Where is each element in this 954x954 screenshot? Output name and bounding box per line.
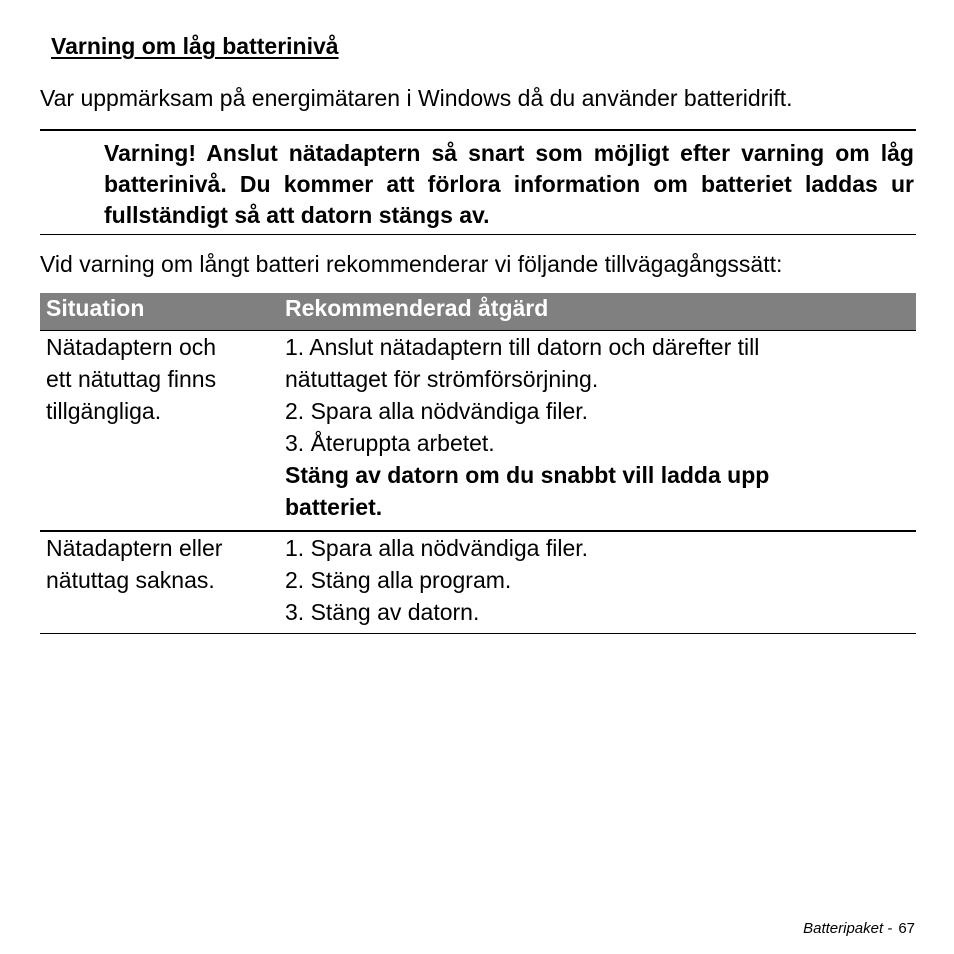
- table-header: [40, 293, 916, 331]
- table-row: [40, 331, 916, 532]
- table-row: [40, 532, 916, 634]
- warning-top-rule: [40, 129, 916, 131]
- action-note: Stäng av datorn om du snabbt vill ladda upp: [285, 462, 770, 488]
- situation-cell: [46, 532, 276, 596]
- section-heading: Varning om låg batterinivå: [51, 33, 339, 59]
- action-line: nätuttaget för strömförsörjning.: [285, 366, 599, 392]
- situation-line: nätuttag saknas.: [46, 567, 215, 593]
- situation-line: ett nätuttag finns: [46, 366, 217, 392]
- action-line: 1. Spara alla nödvändiga filer.: [285, 535, 589, 561]
- action-line: 3. Stäng av datorn.: [285, 599, 480, 625]
- action-line: 2. Stäng alla program.: [285, 567, 512, 593]
- action-note: batteriet.: [285, 494, 383, 520]
- situation-cell: [46, 331, 276, 427]
- situation-line: Nätadaptern och: [46, 334, 217, 360]
- action-line: 1. Anslut nätadaptern till datorn och därefter till: [285, 334, 760, 360]
- warning-bottom-rule: [40, 234, 916, 235]
- header-situation: Situation: [46, 295, 145, 321]
- situation-line: tillgängliga.: [46, 398, 162, 424]
- action-line: 2. Spara alla nödvändiga filer.: [285, 398, 589, 424]
- warning-text: Varning! Anslut nätadaptern så snart som möjligt efter varning om låg batterinivå. Du kommer att förlora information om batteriet laddas ur fullständigt så att datorn stängs av.: [104, 140, 914, 228]
- page-number: 67: [898, 920, 915, 937]
- action-cell: [285, 532, 916, 628]
- action-line: 3. Återuppta arbetet.: [285, 430, 495, 456]
- page-footer: [803, 920, 915, 937]
- header-action: Rekommenderad åtgärd: [285, 295, 549, 321]
- lead-paragraph: Vid varning om långt batteri rekommenderar vi följande tillvägagångssätt:: [40, 251, 783, 277]
- intro-paragraph: Var uppmärksam på energimätaren i Windows då du använder batteridrift.: [40, 85, 793, 111]
- recommendation-table: [40, 293, 916, 634]
- situation-line: Nätadaptern eller: [46, 535, 223, 561]
- action-cell: [285, 331, 916, 523]
- footer-section: Batteripaket -: [803, 920, 893, 937]
